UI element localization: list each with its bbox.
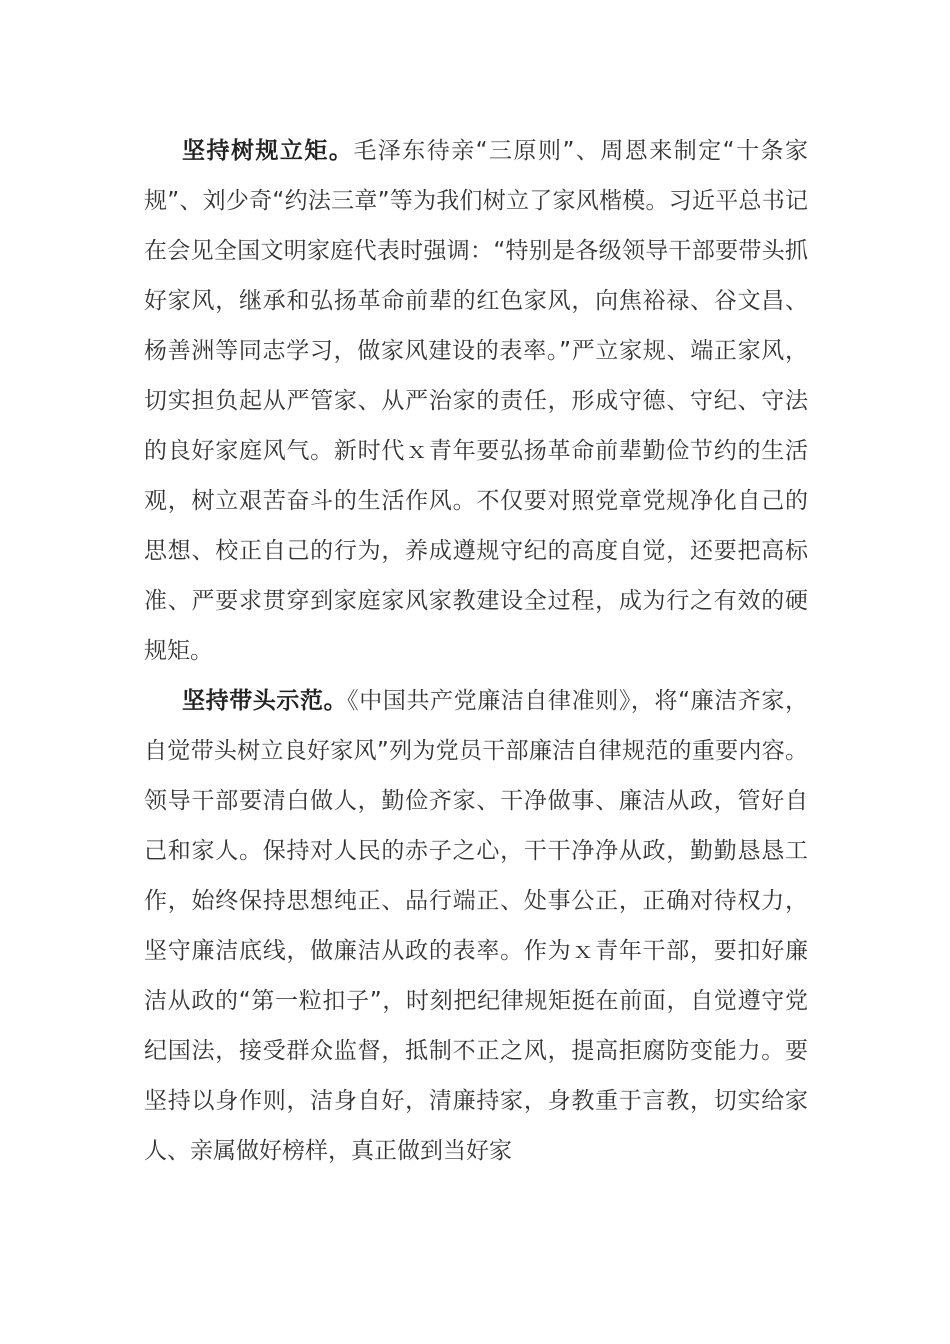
paragraph-2-text: 《中国共产党廉洁自律准则》，将“廉洁齐家，自觉带头树立良好家风”列为党员干部廉洁自律规范的重要内容。领导干部要清白做人，勤俭齐家、干净做事、廉洁从政，管好自己和家人。保持对人民的赤子之心，干干净净从政，勤勤恳恳工作，始终保持思想纯正、品行端正、处事公正，正确对待权力，坚守廉洁底线，做廉洁从政的表率。作为ｘ青年干部，要扣好廉洁从政的“第一粒扣子”，时刻把纪律规矩挺在前面，自觉遵守党纪国法，接受群众监督，抵制不正之风，提高拒腐防变能力。要坚持以身作则，洁身自好，清廉持家，身教重于言教，切实给家人、亲属做好榜样，真正做到当好家 bbox=[144, 688, 808, 1164]
document-body bbox=[144, 126, 808, 1176]
paragraph-2 bbox=[144, 676, 808, 1176]
paragraph-1-heading: 坚持树规立矩。 bbox=[182, 138, 354, 164]
paragraph-1-text: 毛泽东待亲“三原则”、周恩来制定“十条家规”、刘少奇“约法三章”等为我们树立了家风楷模。习近平总书记在会见全国文明家庭代表时强调：“特别是各级领导干部要带头抓好家风，继承和弘扬革命前辈的红色家风，向焦裕禄、谷文昌、杨善洲等同志学习，做家风建设的表率。”严立家规、端正家风，切实担负起从严管家、从严治家的责任，形成守德、守纪、守法的良好家庭风气。新时代ｘ青年要弘扬革命前辈勤俭节约的生活观，树立艰苦奋斗的生活作风。不仅要对照党章党规净化自己的思想、校正自己的行为，养成遵规守纪的高度自觉，还要把高标准、严要求贯穿到家庭家风家教建设全过程，成为行之有效的硬规矩。 bbox=[144, 138, 809, 664]
paragraph-1 bbox=[144, 126, 808, 676]
paragraph-2-heading: 坚持带头示范。 bbox=[182, 688, 348, 714]
